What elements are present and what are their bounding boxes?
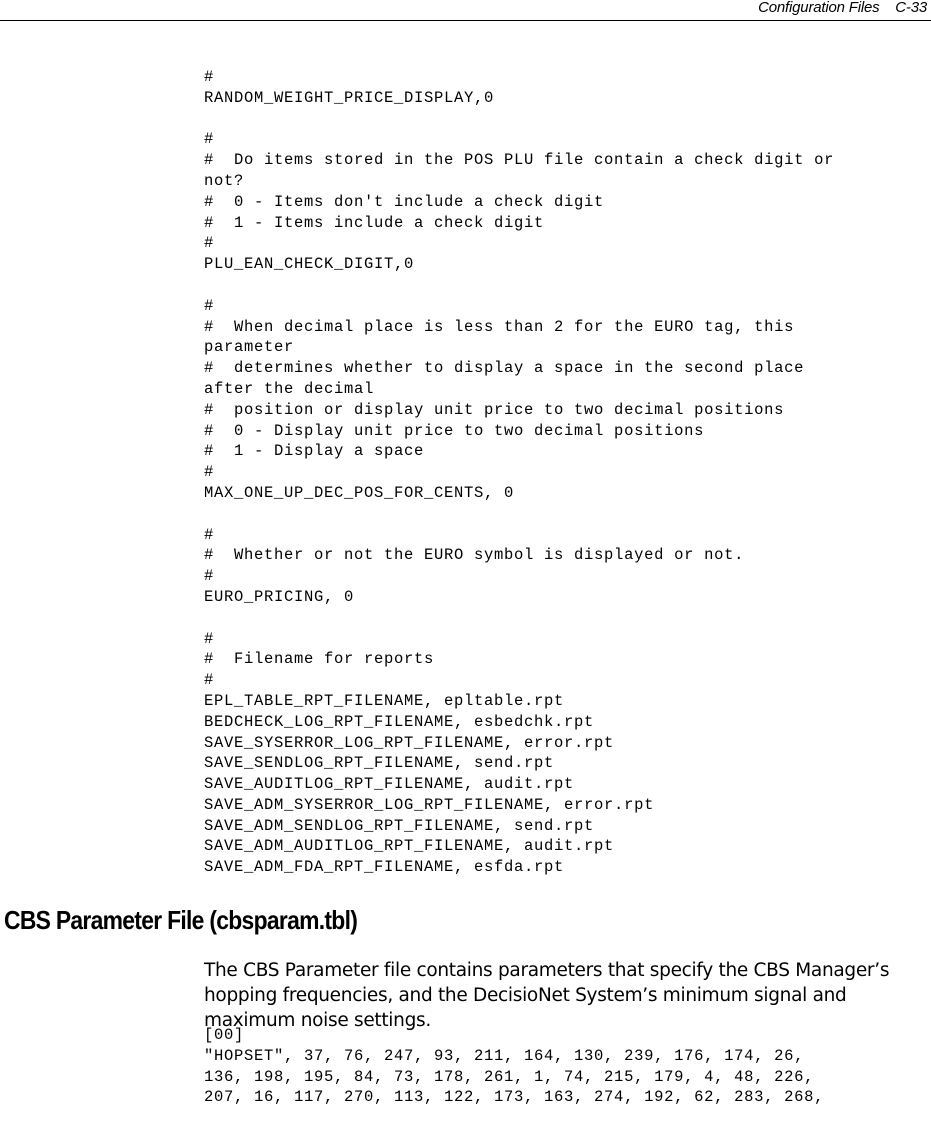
code-line: # Filename for reports bbox=[204, 650, 435, 669]
code-line: SAVE_ADM_AUDITLOG_RPT_FILENAME, audit.rpt bbox=[204, 837, 615, 856]
code-line: not? bbox=[204, 171, 245, 190]
config-code-listing bbox=[204, 67, 834, 878]
code-line: # bbox=[204, 130, 215, 149]
code-line: # Whether or not the EURO symbol is displayed or not. bbox=[204, 546, 745, 565]
code-line: # bbox=[204, 671, 215, 690]
code-line: PLU_EAN_CHECK_DIGIT,0 bbox=[204, 255, 415, 274]
code-line: # bbox=[204, 463, 215, 482]
code-line bbox=[204, 275, 834, 296]
code-line bbox=[204, 504, 834, 525]
code-line: # bbox=[204, 525, 215, 544]
code-line: # bbox=[204, 629, 215, 648]
cbsparam-code-listing bbox=[204, 1025, 824, 1108]
header-text bbox=[758, 0, 927, 16]
code-line: 207, 16, 117, 270, 113, 122, 173, 163, 274, 192, 62, 283, 268, bbox=[204, 1088, 825, 1107]
code-line: SAVE_SENDLOG_RPT_FILENAME, send.rpt bbox=[204, 754, 555, 773]
code-line: # bbox=[204, 296, 215, 315]
code-line: # bbox=[204, 68, 215, 86]
code-line: MAX_ONE_UP_DEC_POS_FOR_CENTS, 0 bbox=[204, 483, 515, 502]
code-line: # 0 - Display unit price to two decimal positions bbox=[204, 421, 705, 440]
code-line: # bbox=[204, 234, 215, 253]
code-line: parameter bbox=[204, 338, 295, 357]
code-line bbox=[204, 109, 834, 130]
code-line: SAVE_AUDITLOG_RPT_FILENAME, audit.rpt bbox=[204, 775, 575, 794]
running-header bbox=[0, 0, 931, 21]
page-number: C-33 bbox=[895, 0, 927, 16]
code-line: # Do items stored in the POS PLU file contain a check digit or bbox=[204, 151, 835, 170]
code-line: 136, 198, 195, 84, 73, 178, 261, 1, 74, 215, 179, 4, 48, 226, bbox=[204, 1067, 815, 1086]
code-line: # determines whether to display a space in the second place bbox=[204, 359, 805, 378]
code-line: # 1 - Display a space bbox=[204, 442, 425, 461]
code-line bbox=[204, 608, 834, 629]
code-line: # position or display unit price to two decimal positions bbox=[204, 400, 785, 419]
code-line: [00] bbox=[204, 1026, 245, 1044]
section-heading: CBS Parameter File (cbsparam.tbl) bbox=[4, 905, 358, 935]
code-line: EPL_TABLE_RPT_FILENAME, epltable.rpt bbox=[204, 691, 565, 710]
code-line: "HOPSET", 37, 76, 247, 93, 211, 164, 130, 239, 176, 174, 26, bbox=[204, 1046, 805, 1065]
code-line: RANDOM_WEIGHT_PRICE_DISPLAY,0 bbox=[204, 88, 495, 107]
code-line: SAVE_SYSERROR_LOG_RPT_FILENAME, error.rpt bbox=[204, 733, 615, 752]
code-line: BEDCHECK_LOG_RPT_FILENAME, esbedchk.rpt bbox=[204, 712, 595, 731]
code-line: SAVE_ADM_FDA_RPT_FILENAME, esfda.rpt bbox=[204, 858, 565, 877]
code-line: SAVE_ADM_SYSERROR_LOG_RPT_FILENAME, error.rpt bbox=[204, 795, 655, 814]
code-line: # 1 - Items include a check digit bbox=[204, 213, 545, 232]
code-line: # bbox=[204, 567, 215, 586]
code-line: # 0 - Items don't include a check digit bbox=[204, 192, 605, 211]
code-line: SAVE_ADM_SENDLOG_RPT_FILENAME, send.rpt bbox=[204, 816, 595, 835]
section-title: Configuration Files bbox=[758, 0, 880, 16]
section-paragraph: The CBS Parameter file contains parameters that specify the CBS Manager’s hopping frequencies, and the DecisioNet System’s minimum signal and maximum noise settings. bbox=[204, 960, 890, 1031]
code-line: after the decimal bbox=[204, 379, 375, 398]
code-line: EURO_PRICING, 0 bbox=[204, 587, 355, 606]
code-line: # When decimal place is less than 2 for the EURO tag, this bbox=[204, 317, 795, 336]
